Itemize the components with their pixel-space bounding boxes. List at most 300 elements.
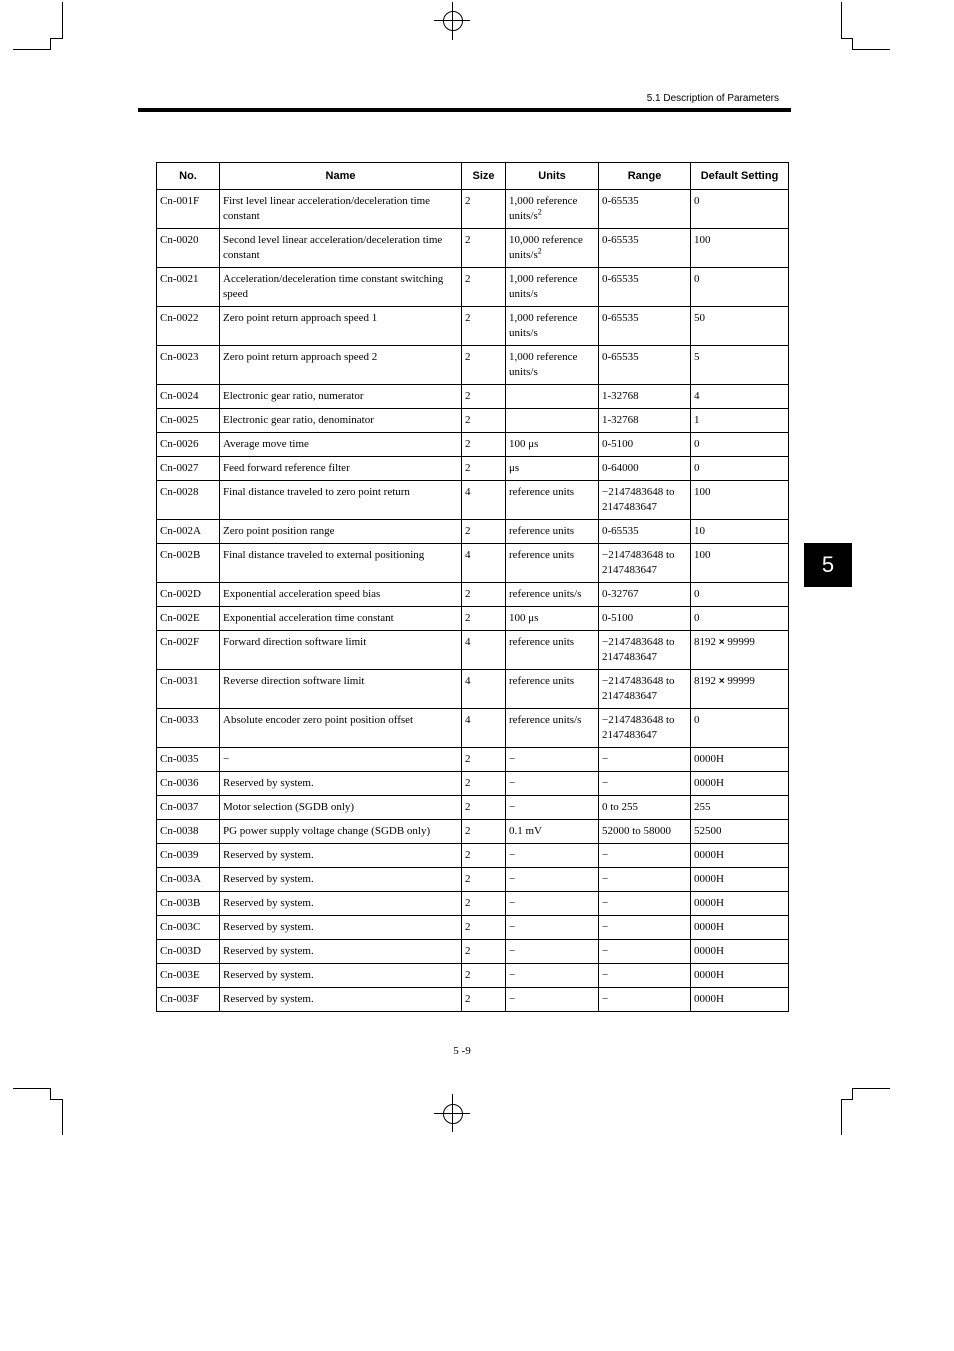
cell-units	[506, 544, 599, 583]
cell-size-text: 2	[465, 312, 471, 324]
cell-size-text: 2	[465, 921, 471, 933]
cell-units-text: −	[509, 849, 516, 861]
cell-default	[691, 820, 789, 844]
cell-units	[506, 844, 599, 868]
cell-range-text: −	[602, 945, 609, 957]
units-exponent: 2	[537, 246, 542, 256]
cell-name	[220, 820, 462, 844]
table-header-row	[157, 163, 789, 190]
cell-size	[462, 229, 506, 268]
cell-default	[691, 709, 789, 748]
cell-default-text: 52500	[694, 825, 722, 837]
cell-default-text: 0	[694, 462, 700, 474]
table-row	[157, 385, 789, 409]
cell-no-text: Cn-0028	[160, 486, 199, 498]
cell-units	[506, 940, 599, 964]
cell-size-text: 2	[465, 849, 471, 861]
cell-name-text: −	[223, 753, 230, 765]
cell-units	[506, 433, 599, 457]
cell-size-text: 4	[465, 714, 471, 726]
cell-range	[599, 892, 691, 916]
cell-size	[462, 748, 506, 772]
cell-size-text: 2	[465, 753, 471, 765]
cell-range	[599, 346, 691, 385]
cell-range-text: 0-65535	[602, 525, 639, 537]
default-multiplier: 99999	[727, 675, 755, 687]
cell-size	[462, 520, 506, 544]
cell-size	[462, 631, 506, 670]
cell-no	[157, 964, 220, 988]
column-header-units: Units	[506, 163, 599, 190]
cell-units-text: reference units/s	[509, 714, 582, 726]
cell-units	[506, 307, 599, 346]
cell-size	[462, 190, 506, 229]
cell-no-text: Cn-003D	[160, 945, 201, 957]
cell-default	[691, 268, 789, 307]
cell-range	[599, 964, 691, 988]
cell-name	[220, 868, 462, 892]
cell-default	[691, 772, 789, 796]
cell-name	[220, 772, 462, 796]
cell-default-text: 0	[694, 588, 700, 600]
cell-units	[506, 964, 599, 988]
cell-no	[157, 268, 220, 307]
cell-default	[691, 940, 789, 964]
table-row	[157, 433, 789, 457]
cell-units	[506, 457, 599, 481]
cell-name	[220, 190, 462, 229]
cell-range	[599, 988, 691, 1012]
cell-no-text: Cn-002B	[160, 549, 201, 561]
column-header-name: Name	[220, 163, 462, 190]
cell-units	[506, 346, 599, 385]
cell-name-text: Exponential acceleration speed bias	[223, 588, 381, 600]
cell-units	[506, 892, 599, 916]
table-row	[157, 190, 789, 229]
cell-units	[506, 583, 599, 607]
cell-units-text: 10,000 reference units/s	[509, 234, 583, 261]
cell-name-text: Zero point position range	[223, 525, 335, 537]
cell-range-text: −	[602, 849, 609, 861]
cell-range	[599, 631, 691, 670]
cell-no	[157, 796, 220, 820]
cell-no	[157, 433, 220, 457]
cell-name-text: Reserved by system.	[223, 873, 314, 885]
cell-default-text: 50	[694, 312, 705, 324]
cell-range-text: −2147483648 to 2147483647	[602, 636, 675, 663]
cell-range-text: −	[602, 777, 609, 789]
cell-units-text: −	[509, 897, 516, 909]
cell-range	[599, 409, 691, 433]
cell-size	[462, 583, 506, 607]
cell-no-text: Cn-0020	[160, 234, 199, 246]
cell-default	[691, 964, 789, 988]
cell-range-text: −2147483648 to 2147483647	[602, 486, 675, 513]
cell-default	[691, 988, 789, 1012]
cell-default	[691, 433, 789, 457]
cell-name	[220, 409, 462, 433]
cell-default-text: 0000H	[694, 753, 724, 765]
cell-size-text: 4	[465, 675, 471, 687]
cell-size-text: 2	[465, 945, 471, 957]
cell-units-text: −	[509, 777, 516, 789]
cell-units	[506, 409, 599, 433]
cell-default	[691, 670, 789, 709]
cell-range	[599, 796, 691, 820]
cell-default-text: 8192	[694, 675, 716, 687]
cell-no	[157, 631, 220, 670]
cell-no-text: Cn-0027	[160, 462, 199, 474]
cell-size	[462, 796, 506, 820]
table-row	[157, 964, 789, 988]
cell-no	[157, 892, 220, 916]
cell-units-text: −	[509, 993, 516, 1005]
cell-name	[220, 916, 462, 940]
cell-no	[157, 307, 220, 346]
table-row	[157, 988, 789, 1012]
cell-no-text: Cn-0031	[160, 675, 199, 687]
cell-name	[220, 433, 462, 457]
cell-range-text: −2147483648 to 2147483647	[602, 549, 675, 576]
cell-size-text: 4	[465, 636, 471, 648]
cell-units	[506, 796, 599, 820]
cell-default	[691, 892, 789, 916]
cell-range	[599, 940, 691, 964]
cell-units-text: μs	[509, 462, 520, 474]
cell-range-text: −	[602, 753, 609, 765]
cell-name	[220, 457, 462, 481]
cell-no	[157, 772, 220, 796]
cell-name-text: Reserved by system.	[223, 921, 314, 933]
cell-size-text: 4	[465, 486, 471, 498]
cell-range	[599, 307, 691, 346]
cell-no-text: Cn-0021	[160, 273, 199, 285]
cell-default-text: 8192	[694, 636, 716, 648]
cell-default-text: 0000H	[694, 849, 724, 861]
cell-size-text: 2	[465, 438, 471, 450]
cell-name-text: Reverse direction software limit	[223, 675, 365, 687]
table-row	[157, 868, 789, 892]
cell-range-text: −	[602, 969, 609, 981]
cell-name	[220, 844, 462, 868]
cell-units-text: −	[509, 969, 516, 981]
cell-default	[691, 307, 789, 346]
cell-units-text: reference units	[509, 525, 575, 537]
cell-size-text: 2	[465, 993, 471, 1005]
cell-range-text: −2147483648 to 2147483647	[602, 675, 675, 702]
cell-name-text: Absolute encoder zero point position offset	[223, 714, 414, 726]
cell-units-text: 0.1 mV	[509, 825, 542, 837]
cell-name-text: PG power supply voltage change (SGDB only)	[223, 825, 431, 837]
cell-units	[506, 385, 599, 409]
cell-default-text: 0000H	[694, 945, 724, 957]
cell-range	[599, 190, 691, 229]
cell-range	[599, 544, 691, 583]
cell-no	[157, 583, 220, 607]
cell-range-text: 0-65535	[602, 273, 639, 285]
table-row	[157, 940, 789, 964]
cell-no-text: Cn-003F	[160, 993, 200, 1005]
cell-range	[599, 607, 691, 631]
cell-range	[599, 481, 691, 520]
cell-size	[462, 964, 506, 988]
cell-no-text: Cn-0037	[160, 801, 199, 813]
cell-no-text: Cn-0026	[160, 438, 199, 450]
cell-size-text: 2	[465, 969, 471, 981]
cell-default-text: 10	[694, 525, 705, 537]
cell-no-text: Cn-002F	[160, 636, 200, 648]
cell-default-text: 0000H	[694, 993, 724, 1005]
cell-size	[462, 346, 506, 385]
cell-size	[462, 868, 506, 892]
cell-range-text: −	[602, 993, 609, 1005]
default-multiplier: 99999	[727, 636, 755, 648]
cell-range	[599, 709, 691, 748]
cell-range	[599, 916, 691, 940]
cell-default	[691, 916, 789, 940]
cell-name	[220, 544, 462, 583]
cell-no-text: Cn-0022	[160, 312, 199, 324]
cell-no-text: Cn-0036	[160, 777, 199, 789]
cell-default-text: 100	[694, 486, 711, 498]
cell-no-text: Cn-0039	[160, 849, 199, 861]
table-row	[157, 481, 789, 520]
cell-name-text: Zero point return approach speed 2	[223, 351, 378, 363]
cell-no	[157, 916, 220, 940]
cell-no	[157, 820, 220, 844]
cell-size-text: 2	[465, 234, 471, 246]
multiply-sign: ×	[718, 676, 725, 687]
cell-name	[220, 988, 462, 1012]
cell-size-text: 2	[465, 588, 471, 600]
cell-default-text: 1	[694, 414, 700, 426]
cell-size-text: 2	[465, 462, 471, 474]
cell-name	[220, 796, 462, 820]
cell-size	[462, 481, 506, 520]
table-row	[157, 520, 789, 544]
cell-size	[462, 820, 506, 844]
cell-default-text: 0000H	[694, 777, 724, 789]
cell-default-text: 4	[694, 390, 700, 402]
cell-size	[462, 433, 506, 457]
column-header-no: No.	[157, 163, 220, 190]
cell-no	[157, 709, 220, 748]
cell-range-text: −2147483648 to 2147483647	[602, 714, 675, 741]
cell-default-text: 100	[694, 234, 711, 246]
cell-units-text: −	[509, 801, 516, 813]
cell-name-text: Feed forward reference filter	[223, 462, 350, 474]
cell-units	[506, 481, 599, 520]
cell-range-text: 0-5100	[602, 438, 634, 450]
cell-range	[599, 670, 691, 709]
cell-default-text: 0	[694, 195, 700, 207]
cell-default-text: 100	[694, 549, 711, 561]
cell-range-text: 1-32768	[602, 414, 639, 426]
cell-no	[157, 940, 220, 964]
cell-name-text: Final distance traveled to zero point return	[223, 486, 410, 498]
cell-units-text: reference units	[509, 675, 575, 687]
cell-default	[691, 583, 789, 607]
page-number: 5 -9	[453, 1045, 471, 1057]
cell-units	[506, 748, 599, 772]
cell-units-text: −	[509, 873, 516, 885]
cell-range-text: 0 to 255	[602, 801, 639, 813]
cell-units-text: −	[509, 753, 516, 765]
table-row	[157, 916, 789, 940]
cell-no	[157, 229, 220, 268]
cell-default	[691, 346, 789, 385]
cell-units-text: reference units	[509, 549, 575, 561]
units-exponent: 2	[537, 207, 542, 217]
cell-range-text: 0-65535	[602, 234, 639, 246]
cell-no	[157, 670, 220, 709]
cell-range-text: −	[602, 921, 609, 933]
table-row	[157, 607, 789, 631]
cell-no	[157, 346, 220, 385]
cell-range	[599, 583, 691, 607]
cell-size-text: 2	[465, 825, 471, 837]
cell-units	[506, 988, 599, 1012]
cell-no-text: Cn-0024	[160, 390, 199, 402]
header-rule	[138, 108, 791, 112]
cell-name	[220, 346, 462, 385]
cell-no	[157, 385, 220, 409]
table-row	[157, 268, 789, 307]
cell-name-text: Reserved by system.	[223, 897, 314, 909]
cell-name-text: Reserved by system.	[223, 969, 314, 981]
cell-size	[462, 844, 506, 868]
cell-size	[462, 940, 506, 964]
cell-units-text: 1,000 reference units/s	[509, 312, 578, 339]
table-row	[157, 544, 789, 583]
cell-default	[691, 409, 789, 433]
cell-default-text: 5	[694, 351, 700, 363]
cell-units-text: reference units	[509, 486, 575, 498]
cell-name	[220, 268, 462, 307]
section-header: 5.1 Description of Parameters	[646, 93, 779, 104]
cell-default	[691, 544, 789, 583]
cell-name	[220, 892, 462, 916]
cell-name	[220, 385, 462, 409]
cell-name-text: Reserved by system.	[223, 849, 314, 861]
cell-range	[599, 772, 691, 796]
cell-no-text: Cn-0025	[160, 414, 199, 426]
cell-units-text: 100 μs	[509, 438, 539, 450]
cell-name	[220, 670, 462, 709]
cell-no	[157, 844, 220, 868]
cell-no-text: Cn-001F	[160, 195, 200, 207]
cell-range-text: 1-32768	[602, 390, 639, 402]
cell-size-text: 2	[465, 525, 471, 537]
cell-size	[462, 892, 506, 916]
cell-units-text: 1,000 reference units/s	[509, 273, 578, 300]
cell-name-text: Average move time	[223, 438, 309, 450]
cell-units-text: reference units	[509, 636, 575, 648]
cell-default	[691, 607, 789, 631]
cell-no-text: Cn-002E	[160, 612, 200, 624]
cell-name-text: Motor selection (SGDB only)	[223, 801, 355, 813]
cell-size	[462, 544, 506, 583]
cell-no	[157, 520, 220, 544]
cell-default	[691, 229, 789, 268]
cell-name	[220, 964, 462, 988]
cell-no-text: Cn-003B	[160, 897, 201, 909]
table-row	[157, 631, 789, 670]
cell-size	[462, 268, 506, 307]
cell-units	[506, 772, 599, 796]
cell-no	[157, 409, 220, 433]
cell-default-text: 0	[694, 438, 700, 450]
cell-range	[599, 457, 691, 481]
cell-no-text: Cn-0033	[160, 714, 199, 726]
column-header-size: Size	[462, 163, 506, 190]
cell-name-text: Forward direction software limit	[223, 636, 367, 648]
cell-no	[157, 190, 220, 229]
table-row	[157, 457, 789, 481]
cell-name-text: Electronic gear ratio, denominator	[223, 414, 374, 426]
cell-size-text: 2	[465, 873, 471, 885]
parameter-table	[156, 162, 789, 1012]
cell-no	[157, 748, 220, 772]
cell-range	[599, 229, 691, 268]
cell-units	[506, 820, 599, 844]
cell-default-text: 255	[694, 801, 711, 813]
cell-range-text: 0-32767	[602, 588, 639, 600]
cell-size-text: 2	[465, 801, 471, 813]
cell-units-text: 100 μs	[509, 612, 539, 624]
cell-default	[691, 190, 789, 229]
cell-units-text: 1,000 reference units/s	[509, 351, 578, 378]
cell-no	[157, 544, 220, 583]
cell-no-text: Cn-003C	[160, 921, 201, 933]
table-row	[157, 709, 789, 748]
cell-default	[691, 868, 789, 892]
cell-range-text: 0-65535	[602, 312, 639, 324]
cell-name	[220, 748, 462, 772]
cell-default	[691, 457, 789, 481]
cell-units	[506, 607, 599, 631]
cell-name	[220, 940, 462, 964]
table-row	[157, 772, 789, 796]
chapter-tab: 5	[804, 543, 852, 587]
cell-default	[691, 748, 789, 772]
cell-default-text: 0000H	[694, 969, 724, 981]
cell-units	[506, 631, 599, 670]
table-row	[157, 229, 789, 268]
cell-range	[599, 520, 691, 544]
cell-range-text: 52000 to 58000	[602, 825, 672, 837]
cell-no-text: Cn-002D	[160, 588, 201, 600]
cell-name-text: Reserved by system.	[223, 945, 314, 957]
cell-default	[691, 844, 789, 868]
table-row	[157, 346, 789, 385]
cell-size-text: 2	[465, 195, 471, 207]
cell-name-text: Acceleration/deceleration time constant switching speed	[223, 273, 444, 300]
table-row	[157, 307, 789, 346]
cell-units	[506, 670, 599, 709]
cell-units-text: 1,000 reference units/s	[509, 195, 578, 222]
cell-no	[157, 988, 220, 1012]
cell-range	[599, 268, 691, 307]
column-header-range: Range	[599, 163, 691, 190]
cell-size-text: 2	[465, 351, 471, 363]
cell-no-text: Cn-0023	[160, 351, 199, 363]
cell-size-text: 2	[465, 897, 471, 909]
table-row	[157, 820, 789, 844]
table-body	[157, 190, 789, 1012]
cell-name-text: First level linear acceleration/deceleration time constant	[223, 195, 431, 222]
cell-size	[462, 772, 506, 796]
